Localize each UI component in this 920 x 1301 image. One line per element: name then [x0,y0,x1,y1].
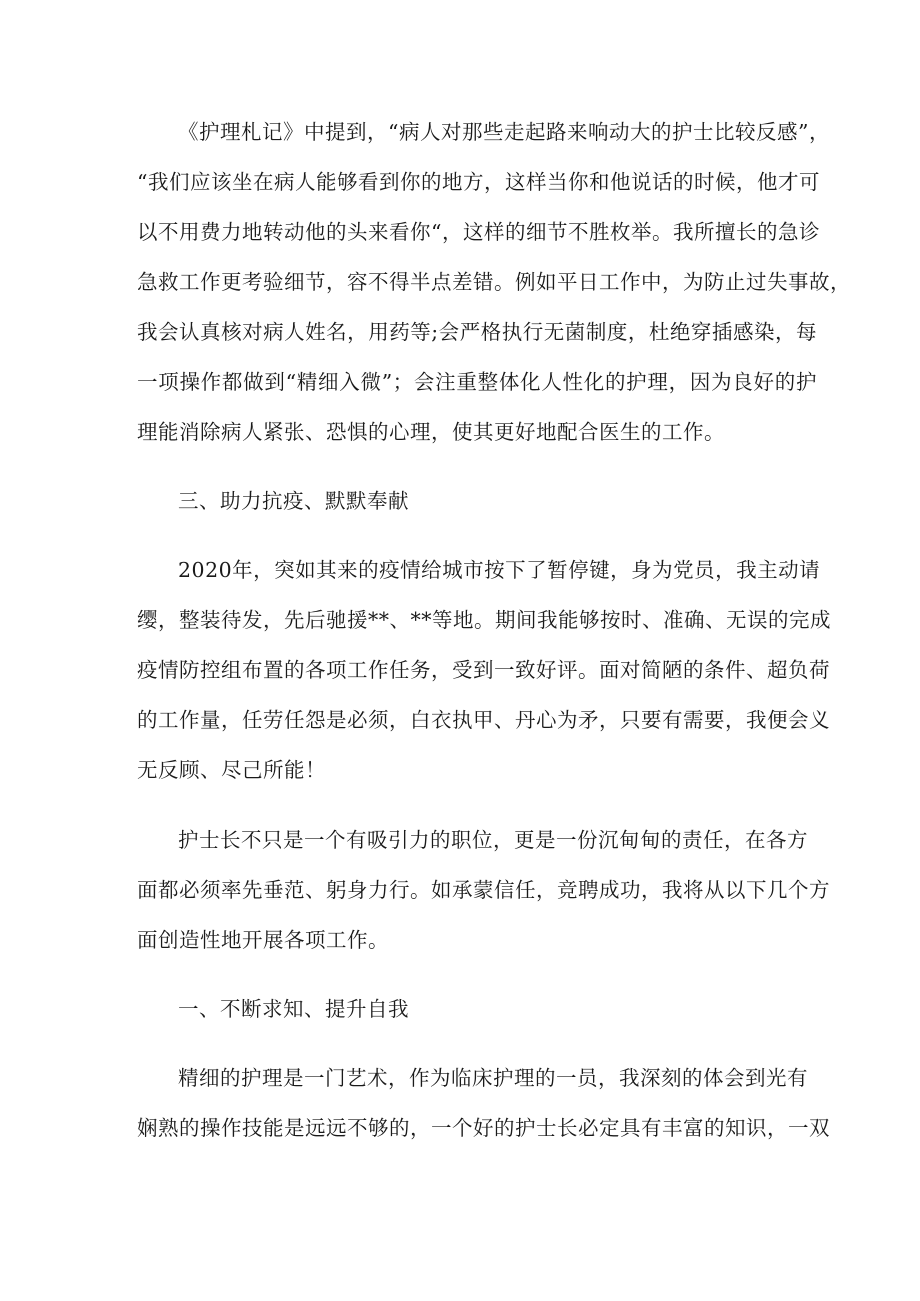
paragraph-4-line-1: 精细的护理是一门艺术，作为临床护理的一员，我深刻的体会到光有 [178,1066,808,1090]
paragraph-1-line-6: 一项操作都做到“精细入微”；会注重整体化人性化的护理，因为良好的护 [137,370,817,394]
section-heading-3: 三、助力抗疫、默默奉献 [178,489,409,513]
section-heading-1: 一、不断求知、提升自我 [178,997,409,1021]
paragraph-1-line-1: 《护理札记》中提到，“病人对那些走起路来响动大的护士比较反感”， [178,120,830,144]
paragraph-2-line-3: 疫情防控组布置的各项工作任务，受到一致好评。面对简陋的条件、超负荷 [137,658,830,682]
paragraph-1-line-4: 急救工作更考验细节，容不得半点差错。例如平日工作中，为防止过失事故， [137,270,851,294]
paragraph-1-line-3: 以不用费力地转动他的头来看你“，这样的细节不胜枚举。我所擅长的急诊 [137,220,820,244]
paragraph-3-line-2: 面都必须率先垂范、躬身力行。如承蒙信任，竞聘成功，我将从以下几个方 [137,878,830,902]
paragraph-2-line-2: 缨，整装待发，先后驰援**、**等地。期间我能够按时、准确、无误的完成 [137,608,831,632]
paragraph-2-line-5: 无反顾、尽己所能！ [137,758,326,782]
paragraph-2-line-1: 2020年，突如其来的疫情给城市按下了暂停键，身为党员，我主动请 [178,558,821,582]
paragraph-1-line-2: “我们应该坐在病人能够看到你的地方，这样当你和他说话的时候，他才可 [137,170,820,194]
paragraph-1-line-5: 我会认真核对病人姓名，用药等;会严格执行无菌制度，杜绝穿插感染，每 [137,320,817,344]
paragraph-2-line-4: 的工作量，任劳任怨是必须，白衣执甲、丹心为矛，只要有需要，我便会义 [137,708,830,732]
paragraph-3-line-1: 护士长不只是一个有吸引力的职位，更是一份沉甸甸的责任，在各方 [178,828,808,852]
paragraph-4-line-2: 娴熟的操作技能是远远不够的，一个好的护士长必定具有丰富的知识，一双 [137,1116,830,1140]
paragraph-1-line-7: 理能消除病人紧张、恐惧的心理，使其更好地配合医生的工作。 [137,420,725,444]
paragraph-3-line-3: 面创造性地开展各项工作。 [137,928,389,952]
